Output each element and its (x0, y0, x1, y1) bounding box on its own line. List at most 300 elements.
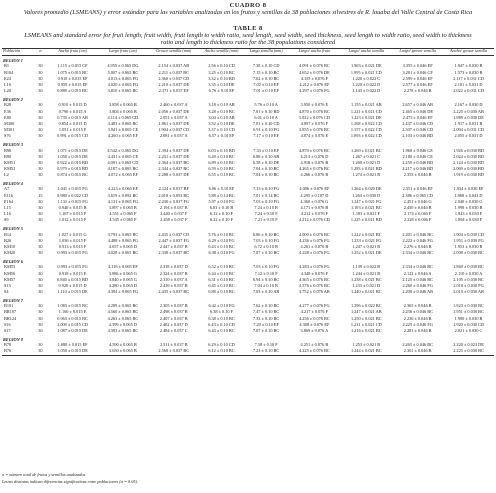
region-label: REGION 5 (3, 225, 23, 231)
value-cell: 0.889 ± 0.015 BC (57, 88, 88, 94)
region-row (2, 256, 494, 264)
value-cell: 6.45 ± 0.10 BC (208, 283, 235, 288)
value-cell: 4.277 ± 0.076 FG (299, 303, 330, 309)
value-cell: 2.386 ± 0.065 CD (402, 192, 434, 198)
value-cell: 0.735 ± 0.015 AB (57, 114, 88, 120)
population-cell: KM51 (4, 160, 16, 165)
population-cell: L16 (4, 82, 11, 87)
value-cell: 3.28 ± 0.10 BC (208, 108, 235, 114)
value-cell: 2.276 ± 0.046 B (403, 244, 432, 249)
value-cell: 4.297 ± 0.076 FG (299, 88, 330, 94)
value-cell: 4.116 ± 0.065 EF (108, 264, 138, 270)
value-cell: 2.024 ± 0.030 BD (453, 153, 484, 159)
value-cell: 2.069 ± 0.030 BD (453, 166, 484, 172)
population-cell: E24 (4, 75, 11, 81)
value-cell: 2.124 ± 0.037 BF (158, 186, 189, 192)
region-label: REGION 6 (3, 258, 23, 264)
value-cell: 4.551 ± 0.065 F (109, 211, 137, 217)
value-cell: 2.56 ± 0.10 CD (208, 63, 235, 69)
region-label: REGION 8 (3, 336, 23, 342)
value-cell: 1.904 ± 0.030 CD (453, 231, 484, 237)
footnote-2: Letras distintas indican diferencias significativas entre poblaciones (α = 0.05). (2, 479, 138, 484)
value-cell: 4.560 ± 0.065 BC (107, 309, 139, 315)
value-cell: 3.18 ± 0.10 AB (208, 102, 235, 108)
value-cell: 5.007 ± 0.065 BC (107, 69, 139, 75)
value-cell: 2.236 ± 0.046 B (403, 315, 432, 321)
value-cell: 4.483 ± 0.065 BC (107, 121, 139, 126)
value-cell: 7.58 ± 0.10 F (254, 342, 278, 348)
value-cell: 7.47 ± 0.10 BC (252, 309, 280, 315)
value-cell: 7.03 ± 0.10 AB (252, 289, 280, 295)
column-header: n (39, 48, 42, 53)
n-cell: 30 (38, 82, 43, 87)
n-cell: 30 (38, 172, 43, 178)
n-cell: 30 (38, 114, 43, 120)
value-cell: 3.804 ± 0.065 B (109, 108, 137, 114)
value-cell: 4.261 ± 0.076 B (300, 244, 329, 249)
value-cell: 2.447 ± 0.037 FG (158, 237, 189, 243)
value-cell: 4.590 ± 0.065 B (109, 342, 137, 348)
value-cell: 4.114 ± 0.065 CD (107, 114, 139, 120)
population-cell: KM55 (4, 264, 16, 270)
value-cell: 3.355 ± 0.046 EF (402, 63, 433, 69)
population-cell: L2 (4, 172, 9, 178)
value-cell: 2.334 ± 0.046 BC (402, 264, 433, 270)
value-cell: 2.657 ± 0.046 AB (402, 102, 433, 108)
value-cell: 2.008 ± 0.030 BC (453, 250, 484, 256)
n-cell: 30 (38, 321, 43, 327)
value-cell: 4.360 ± 0.076 G (300, 198, 329, 204)
value-cell: 3.869 ± 0.076 A (300, 328, 329, 333)
value-cell: 4.091 ± 0.065 CD (107, 160, 139, 165)
value-cell: 2.435 ± 0.037 CD (158, 231, 190, 237)
value-cell: 1.160 ± 0.015 E (58, 309, 87, 315)
value-cell: 0.922 ± 0.015 BD (57, 160, 88, 165)
value-cell: 1.247 ± 0.021 B (352, 244, 381, 249)
value-cell: 3.04 ± 0.10 AB (208, 114, 235, 120)
value-cell: 1.919 ± 0.030 BD (453, 172, 484, 178)
population-cell: E80 (4, 114, 11, 120)
value-cell: 6.52 ± 0.10 BC (208, 264, 235, 270)
value-cell: 2.305 ± 0.037 B (159, 303, 188, 309)
value-cell: 1.951 ± 0.030 BC (453, 309, 484, 315)
value-cell: 2.222 ± 0.046 FG (402, 237, 433, 243)
region-row (2, 334, 494, 342)
value-cell: 1.231 ± 0.021 CD (350, 321, 382, 327)
value-cell: 1.268 ± 0.022 CD (350, 121, 382, 126)
value-cell: 2.094 ± 0.031 CD (453, 127, 484, 133)
value-cell: 2.040 ± 0.030 G (454, 198, 483, 204)
value-cell: 2.402 ± 0.037 D (159, 321, 188, 327)
value-cell: 6.29 ± 0.10 FG (208, 237, 235, 243)
n-cell: 30 (38, 342, 43, 348)
value-cell: 1.093 ± 0.022 CD (350, 133, 382, 139)
value-cell: 4.251 ± 0.076 B (300, 342, 329, 348)
value-cell: 3.752 ± 0.076 AB (299, 289, 330, 295)
population-cell: A7 (4, 186, 10, 192)
population-cell: KM20 (4, 250, 16, 256)
population-cell: E116 (4, 192, 13, 198)
value-cell: 2.568 ± 0.037 BC (158, 348, 190, 354)
population-cell: B90 (4, 153, 12, 159)
value-cell: 2.338 ± 0.037 BC (158, 250, 190, 256)
value-cell: 0.980 ± 0.022 CD (57, 192, 88, 198)
value-cell: 6.42 ± 0.10 FG (208, 303, 235, 309)
population-cell: E36 (4, 108, 11, 114)
n-cell: 30 (38, 133, 43, 139)
value-cell: 4.020 ± 0.065 FG (107, 82, 139, 87)
column-header: Población (3, 48, 21, 53)
value-cell: 1.283 ± 0.021 BD (350, 166, 382, 172)
value-cell: 2.435 ± 0.037 BC (158, 289, 190, 295)
column-header: Grosor semilla (mm) (156, 48, 192, 53)
value-cell: 1.920 ± 0.030 CD (453, 321, 484, 327)
n-cell: 30 (38, 231, 43, 237)
value-cell: 2.180 ± 0.046 CE (402, 153, 433, 159)
value-cell: 1.233 ± 0.021 FG (351, 237, 382, 243)
region-label: REGION 2 (3, 96, 23, 102)
value-cell: 3.25 ± 0.10 BC (208, 69, 235, 75)
value-cell: 7.01 ± 0.10 BD (252, 108, 280, 114)
table-title-en-1: LSMEANS and standard error for fruit length, fruit width, fruit length to width ratio, seed length, seed width, seed thickness, seed length to width ratio, seed width to thickness (24, 32, 472, 39)
value-cell: 6.58 ± 0.10 DE (252, 160, 280, 165)
value-cell: 4.212 ± 0.076 CD (298, 217, 330, 223)
population-cell: L15 (4, 205, 11, 210)
value-cell: 4.652 ± 0.076 DE (299, 69, 330, 75)
value-cell: 4.365 ± 0.076 BC (299, 276, 330, 282)
value-cell: 6.31 ± 0.10 BC (208, 276, 235, 282)
population-cell: B20 (4, 102, 12, 108)
value-cell: 6.43 ± 0.10 BC (208, 328, 235, 333)
value-cell: 1.947 ± 0.030 B (454, 63, 483, 69)
n-cell: 30 (38, 250, 43, 256)
n-cell: 30 (38, 127, 43, 133)
value-cell: 2.208 ± 0.046 AB (402, 289, 433, 295)
value-cell: 2.447 ± 0.037 B (159, 244, 188, 249)
value-cell: 3.35 ± 0.10 DE (208, 82, 235, 87)
value-cell: 3.793 ± 0.065 BC (107, 231, 139, 237)
value-cell: 7.01 ± 0.10 EF (253, 88, 279, 94)
n-cell: 30 (38, 276, 43, 282)
value-cell: 1.247 ± 0.021 FG (351, 198, 382, 204)
value-cell: 1.012 ± 0.015 F (58, 217, 87, 223)
value-cell: 1.926 ± 0.030 BD (453, 147, 484, 153)
value-cell: 4.000 ± 0.076 BC (299, 231, 330, 237)
value-cell: 1.843 ± 0.030 F (454, 211, 483, 217)
value-cell: 6.88 ± 0.10 BC (208, 289, 235, 295)
value-cell: 2.465 ± 0.046 DE (402, 108, 433, 114)
value-cell: 6.22 ± 0.10 F (209, 217, 233, 223)
value-cell: 6.01 ± 0.10 A (254, 114, 278, 120)
value-cell: 6.94 ± 0.10 BC (252, 276, 280, 282)
value-cell: 2.318 ± 0.037 D (159, 264, 188, 270)
value-cell: 2.334 ± 0.046 BC (402, 250, 433, 256)
value-cell: 4.260 ± 0.065 EF (107, 133, 138, 139)
value-cell: 0.913 ± 0.015 F (58, 244, 87, 249)
value-cell: 7.21 ± 0.10 F (254, 217, 278, 223)
value-cell: 6.76 ± 0.10 EF (208, 88, 235, 94)
value-cell: 4.897 ± 0.076 F (300, 121, 329, 126)
region-row (2, 179, 494, 187)
value-cell: 4.399 ± 0.065 D (108, 321, 137, 327)
value-cell: 2.307 ± 0.046 CD (402, 127, 434, 133)
column-header: Ancho/ grosor semilla (450, 48, 488, 53)
value-cell: 1.894 ± 0.030 F (454, 217, 483, 223)
value-cell: 1.953 ± 0.030 B (454, 244, 483, 249)
population-cell: B14 (4, 231, 12, 237)
value-cell: 2.451 ± 0.046 G (403, 198, 432, 204)
n-cell: 30 (38, 348, 43, 354)
value-cell: 1.960 ± 0.046 CE (402, 147, 433, 153)
value-cell: 7.62 ± 0.10 BC (252, 303, 280, 309)
value-cell: 5.76 ± 0.10 BC (208, 231, 235, 237)
value-cell: 1.220 ± 0.022 C (352, 75, 381, 81)
value-cell: 1.050 ± 0.015 DE (57, 348, 88, 354)
value-cell: 7.02 ± 0.10 EF (253, 82, 279, 87)
value-cell: 4.870 ± 0.076 BC (299, 147, 330, 153)
value-cell: 4.213 ± 0.076 D (300, 153, 329, 159)
table-header (2, 49, 494, 56)
value-cell: 4.091 ± 0.076 BC (299, 63, 330, 69)
value-cell: 4.394 ± 0.065 FG (107, 289, 139, 295)
value-cell: 1.240 ± 0.021 BC (350, 289, 382, 295)
region-label: REGION 4 (3, 180, 23, 186)
value-cell: 1.193 ± 0.021 BC (350, 205, 382, 210)
value-cell: 5.97 ± 0.10 FG (208, 198, 235, 204)
value-cell: 3.52 ± 0.10 DE (208, 121, 235, 126)
value-cell: 1.083 ± 0.015 BC (57, 303, 88, 309)
value-cell: 4.217 ± 0.076 F (300, 309, 329, 315)
value-cell: 1.233 ± 0.021 D (352, 283, 381, 288)
value-cell: 6.43 ± 0.10 BC (208, 244, 235, 249)
value-cell: 2.364 ± 0.037 BC (158, 160, 190, 165)
value-cell: 4.187 ± 0.065 BC (107, 166, 139, 172)
value-cell: 2.475 ± 0.046 EF (402, 114, 433, 120)
data-table (2, 48, 494, 356)
region-row (2, 95, 494, 103)
value-cell: 2.217 ± 0.046 BD (402, 166, 434, 172)
value-cell: 2.344 ± 0.037 BC (158, 166, 190, 172)
n-cell: 15 (38, 192, 43, 198)
value-cell: 4.223 ± 0.065 EF (107, 186, 138, 192)
column-header: Ancho semilla (mm) (204, 48, 239, 53)
value-cell: 7.23 ± 0.10 BC (252, 348, 280, 354)
value-cell: 6.43 ± 0.10 CD (208, 321, 235, 327)
value-cell: 6.03 ± 0.10 B (209, 205, 234, 210)
value-cell: 2.288 ± 0.037 DE (158, 172, 190, 178)
population-cell: S4 (4, 289, 9, 295)
value-cell: 2.051 ± 0.037 A (159, 114, 188, 120)
value-cell: 4.155 ± 0.076 F (300, 75, 329, 81)
value-cell: 1.860 ± 0.030 BC (453, 264, 484, 270)
value-cell: 4.280 ± 0.065 D (108, 283, 137, 288)
value-cell: 2.225 ± 0.030 AB (453, 108, 484, 114)
value-cell: 0.910 ± 0.015 EF (57, 75, 88, 81)
value-cell: 6.72 ± 0.10 B (254, 244, 278, 249)
value-cell: 6.29 ± 0.10 CD (208, 342, 235, 348)
value-cell: 1.264 ± 0.030 D (352, 192, 381, 198)
n-cell: 30 (38, 270, 43, 276)
value-cell: 1.923 ± 0.030 BC (453, 303, 484, 309)
value-cell: 5.76 ± 0.10 A (254, 102, 278, 108)
value-cell: 1.244 ± 0.021 BC (350, 348, 382, 354)
value-cell: 7.33 ± 0.10 BC (252, 315, 280, 321)
n-cell: 30 (38, 211, 43, 217)
value-cell: 7.03 ± 0.10 FG (253, 264, 280, 270)
value-cell: 2.440 ± 0.037 F (160, 211, 188, 217)
value-cell: 1.274 ± 0.021 B (352, 172, 381, 178)
value-cell: 3.810 ± 0.065 BC (107, 88, 139, 94)
value-cell: 1.903 ± 0.021 DE (350, 63, 382, 69)
footnote-1: n = número total de frutos y semillas analizados. (2, 472, 87, 477)
value-cell: 0.910 ± 0.015 D (58, 102, 87, 108)
value-cell: 1.917 ± 0.031 B (454, 121, 483, 126)
n-cell: 30 (38, 153, 43, 159)
value-cell: 2.018 ± 0.053 BC (158, 192, 190, 198)
population-cell: BR107 (4, 309, 17, 315)
value-cell: 2.081 ± 0.037 A (159, 133, 188, 139)
value-cell: 1.951 ± 0.030 FG (453, 237, 484, 243)
population-cell: S9 (4, 217, 9, 223)
value-cell: 1.050 ± 0.015 DE (57, 153, 88, 159)
value-cell: 6.38 ± 0.10 FG (208, 250, 235, 256)
value-cell: 1.252 ± 0.021 DE (350, 250, 382, 256)
value-cell: 2.324 ± 0.037 B (159, 270, 188, 276)
value-cell: 2.599 ± 0.046 EF (402, 75, 433, 81)
value-cell: 1.223 ± 0.021 DE (350, 114, 382, 120)
value-cell: 4.542 ± 0.065 DG (107, 147, 139, 153)
value-cell: 6.12 ± 0.10 BC (208, 348, 235, 354)
table-body (2, 55, 494, 355)
population-cell: M301 (4, 127, 15, 133)
population-cell: L20 (4, 88, 11, 94)
value-cell: 0.940 ± 0.015 B (58, 205, 87, 210)
value-cell: 2.201 ± 0.046 BC (402, 231, 433, 237)
value-cell: 1.216 ± 0.021 BC (350, 328, 382, 333)
value-cell: 2.460 ± 0.037 A (159, 102, 188, 108)
value-cell: 1.220 ± 0.022 D (352, 82, 381, 87)
value-cell: 2.416 ± 0.037 B (159, 283, 188, 288)
column-header: Largo fruto (cm) (108, 48, 137, 53)
value-cell: 7.03 ± 0.10 FG (253, 237, 280, 243)
value-cell: 2.122 ± 0.046 A (403, 270, 432, 276)
value-cell: 2.484 ± 0.037 C (159, 328, 188, 333)
column-header: Ancho fruto (cm) (58, 48, 87, 53)
value-cell: 2.125 ± 0.046 BC (402, 276, 433, 282)
population-cell: KM57 (4, 276, 16, 282)
n-cell: 30 (38, 121, 43, 126)
table-row (2, 349, 494, 356)
value-cell: 0.874 ± 0.015 BC (57, 172, 88, 178)
value-cell: 7.24 ± 0.10 B (254, 205, 278, 210)
value-cell: 2.105 ± 0.030 BC (453, 276, 484, 282)
value-cell: 2.360 ± 0.037 CD (158, 75, 190, 81)
n-cell: 30 (38, 88, 43, 94)
value-cell: 3.619 ± 0.092 BC (107, 192, 139, 198)
value-cell: 3.986 ± 0.065 G (108, 270, 137, 276)
column-header: Largo/ ancho fruto (298, 48, 331, 53)
value-cell: 4.376 ± 0.076 BC (299, 283, 330, 288)
value-cell: 2.278 ± 0.046 B (403, 88, 432, 94)
value-cell: 3.855 ± 0.076 BC (299, 127, 330, 133)
value-cell: 2.117 ± 0.031 CD (453, 75, 484, 81)
n-cell: 30 (38, 264, 43, 270)
value-cell: 2.104 ± 0.046 BD (402, 133, 434, 139)
value-cell: 6.12 ± 0.10 F (209, 211, 233, 217)
population-cell: KM56 (4, 270, 16, 276)
value-cell: 2.236 ± 0.046 BC (402, 309, 433, 315)
value-cell: 6.91 ± 0.10 FG (253, 127, 280, 133)
region-row (2, 224, 494, 232)
value-cell: 6.03 ± 0.10 BD (208, 147, 235, 153)
value-cell: 4.348 ± 0.076 F (300, 270, 329, 276)
value-cell: 0.854 ± 0.015 D (58, 121, 87, 126)
value-cell: 4.295 ± 0.107 D (300, 192, 329, 198)
value-cell: 2.365 ± 0.046 B (403, 303, 432, 309)
value-cell: 0.918 ± 0.015 E (58, 270, 87, 276)
n-cell: 30 (38, 186, 43, 192)
value-cell: 6.57 ± 0.10 EF (208, 133, 235, 139)
region-row (2, 295, 494, 303)
cuadro-label: CUADRO 8 (229, 2, 267, 9)
n-cell: 30 (38, 166, 43, 172)
value-cell: 7.04 ± 0.10 BC (252, 166, 280, 172)
value-cell: 7.01 ± 0.14 BC (252, 192, 280, 198)
value-cell: 1.157 ± 0.022 CD (350, 127, 382, 133)
value-cell: 2.225 ± 0.030 BC (453, 348, 484, 354)
value-cell: 4.263 ± 0.065 BC (107, 315, 139, 321)
value-cell: 2.194 ± 0.037 B (159, 205, 188, 210)
column-header: Largo semilla (mm) (249, 48, 283, 53)
value-cell: 4.248 ± 0.076 FG (299, 250, 330, 256)
value-cell: 1.115 ± 0.015 CF (57, 63, 88, 69)
value-cell: 1.051 ± 0.015 F (58, 127, 87, 133)
population-cell: S16 (4, 321, 11, 327)
population-cell: BR124 (4, 315, 17, 321)
region-label: REGION 3 (3, 141, 23, 147)
n-cell: 30 (38, 244, 43, 249)
value-cell: 6.55 ± 0.10 BC (208, 172, 235, 178)
value-cell: 4.266 ± 0.076 B (300, 172, 329, 178)
value-cell: 2.394 ± 0.037 DE (158, 147, 190, 153)
value-cell: 1.221 ± 0.021 CD (350, 108, 382, 114)
value-cell: 1.269 ± 0.021 BC (350, 147, 382, 153)
value-cell: 7.24 ± 0.10 F (254, 211, 278, 217)
population-cell: B76 (4, 348, 12, 354)
value-cell: 4.545 ± 0.065 F (109, 217, 137, 223)
region-label: REGION 1 (3, 57, 23, 63)
n-cell: 30 (38, 309, 43, 315)
value-cell: 2.577 ± 0.046 EF (402, 82, 433, 87)
value-cell: 4.171 ± 0.076 B (300, 205, 329, 210)
value-cell: 2.055 ± 0.031 D (454, 133, 483, 139)
value-cell: 1.904 ± 0.037 CD (158, 127, 190, 133)
value-cell: 6.44 ± 0.10 BC (208, 270, 235, 276)
value-cell: 7.12 ± 0.10 F (254, 270, 278, 276)
population-cell: S17 (4, 328, 11, 333)
value-cell: 7.38 ± 0.10 CD (252, 63, 280, 69)
value-cell: 0.959 ± 0.015 EF (57, 82, 88, 87)
value-cell: 3.37 ± 0.10 CD (208, 127, 235, 133)
value-cell: 1.861 ± 0.037 DE (158, 121, 190, 126)
value-cell: 1.573 ± 0.030 B (454, 69, 483, 75)
value-cell: 4.289 ± 0.065 BC (107, 303, 139, 309)
value-cell: 1.075 ± 0.015 BC (57, 69, 88, 75)
value-cell: 2.010 ± 0.030 FG (453, 283, 484, 288)
value-cell: 2.265 ± 0.046 BC (402, 342, 433, 348)
value-cell: 1.009 ± 0.015 CD (57, 321, 88, 327)
value-cell: 2.259 ± 0.046 BD (402, 160, 434, 165)
